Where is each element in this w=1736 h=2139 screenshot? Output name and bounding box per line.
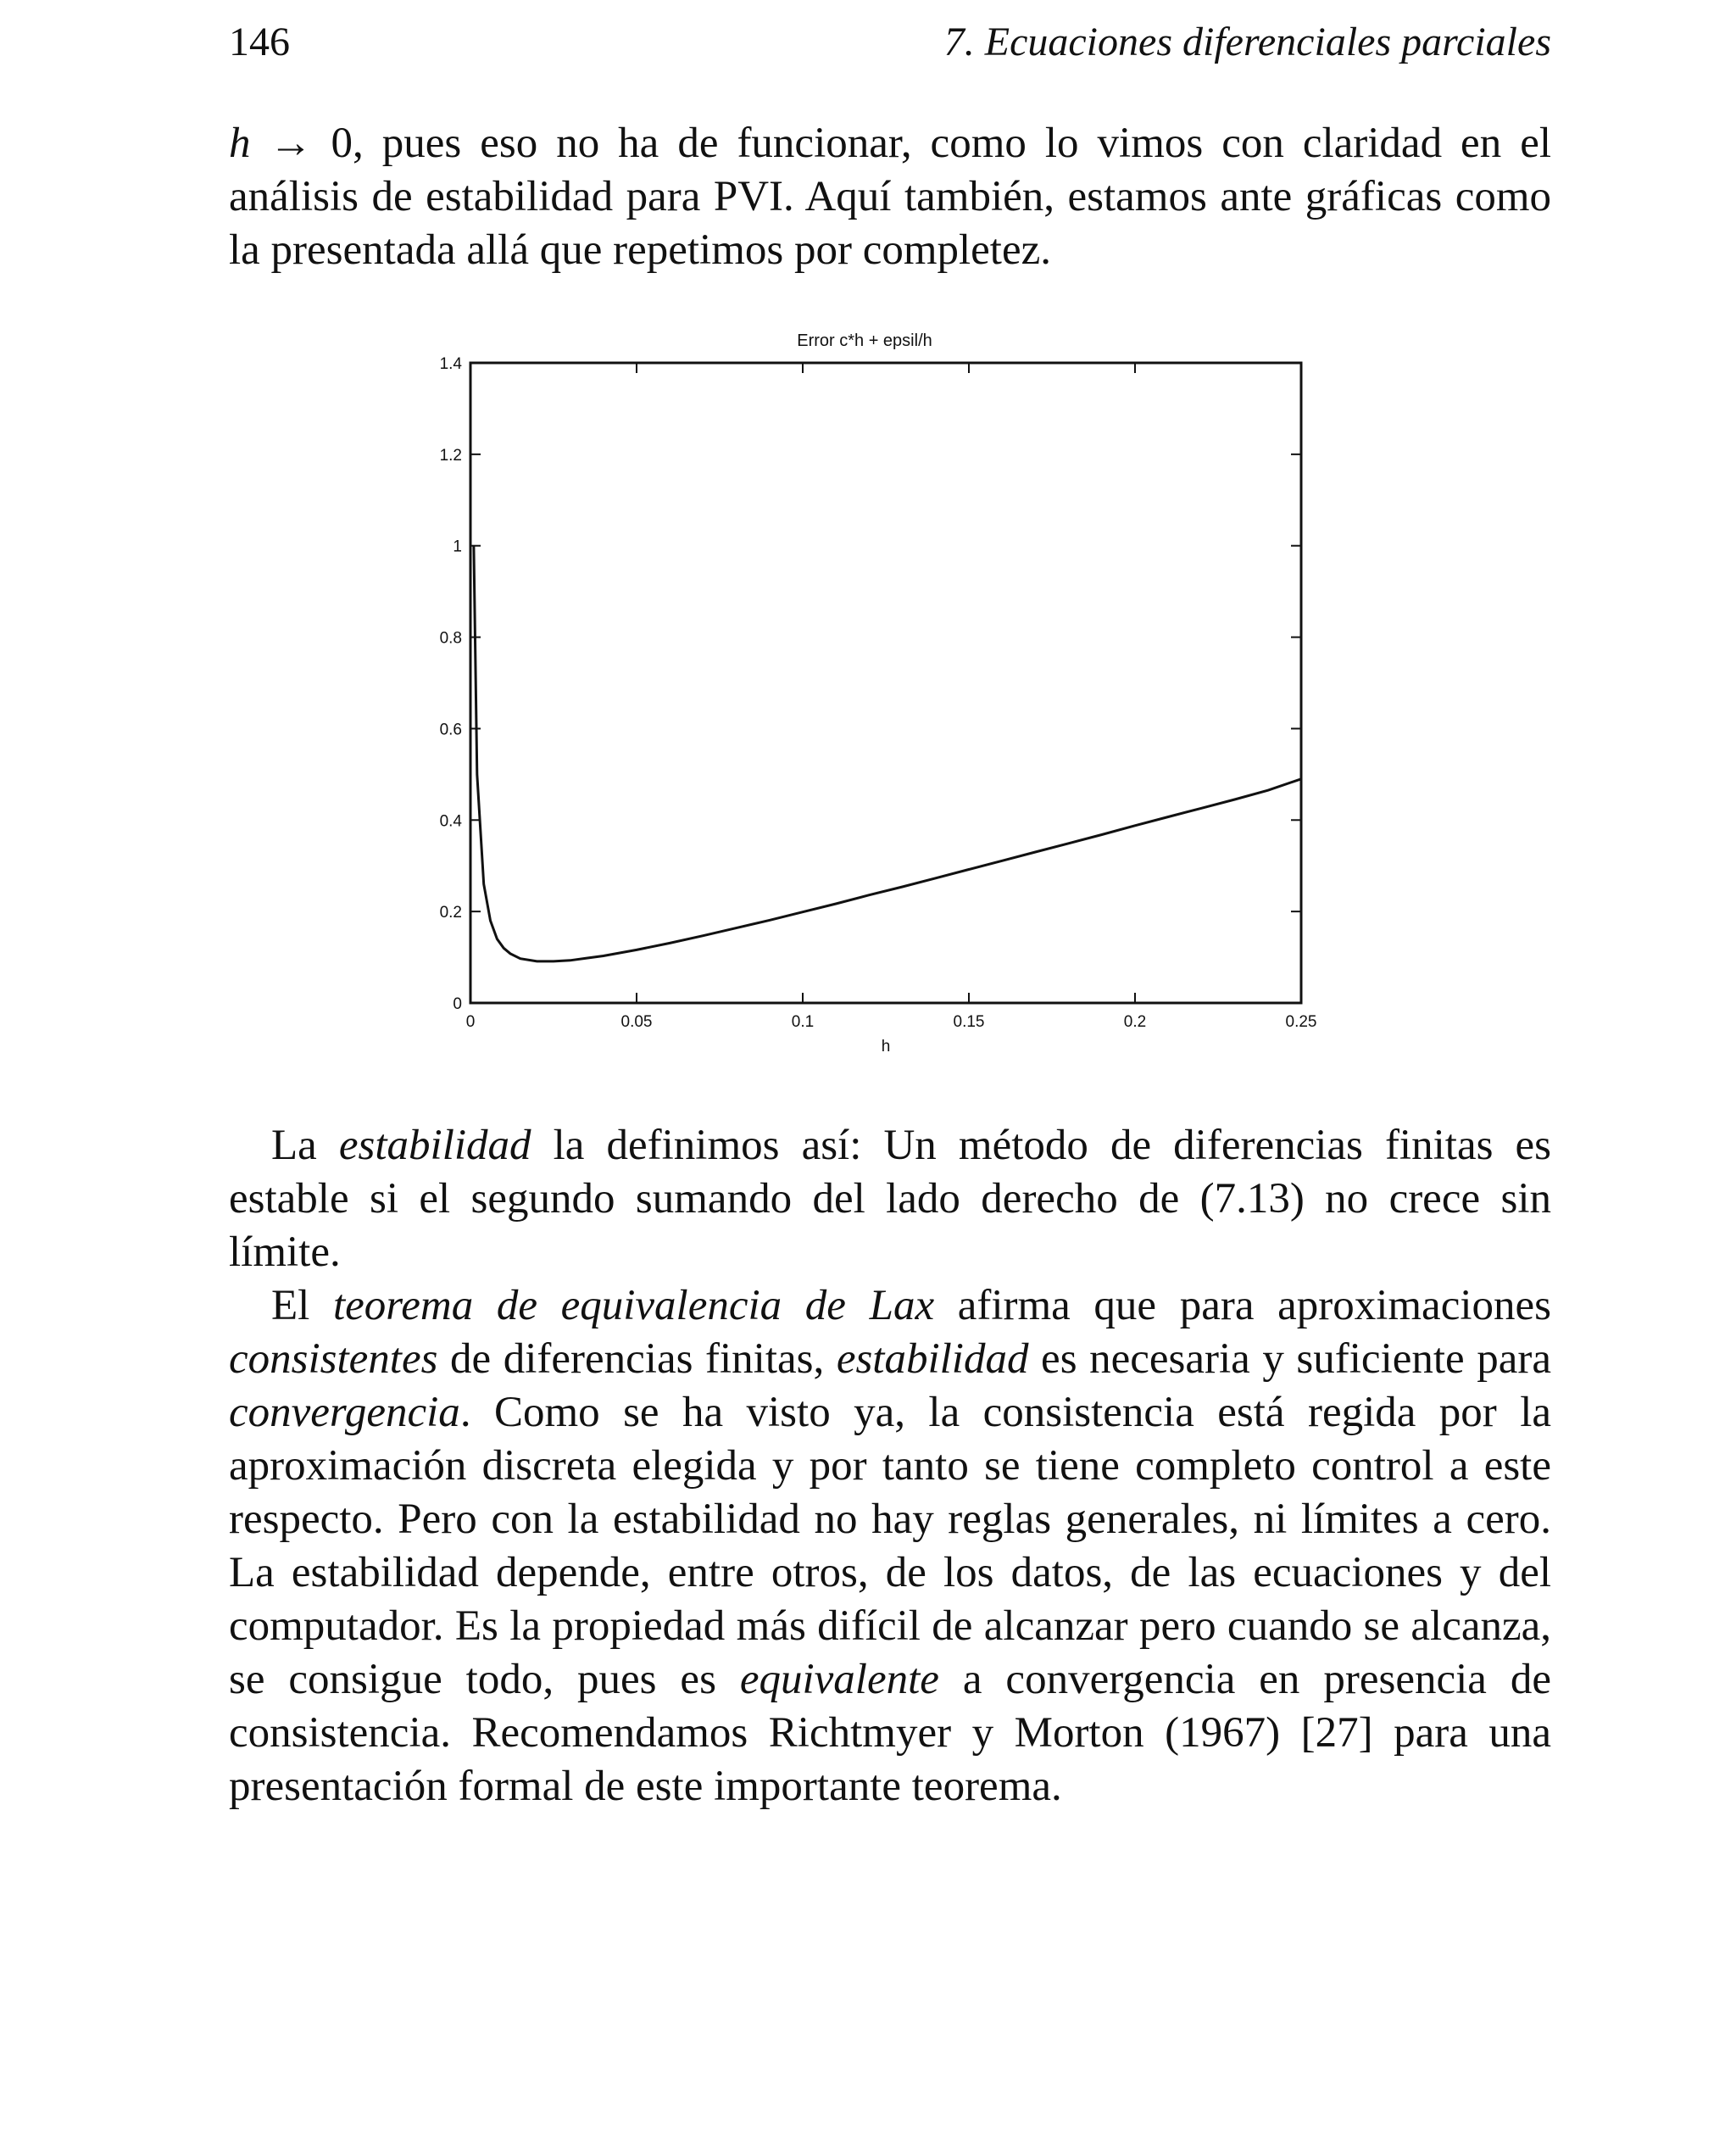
y-tick-label: 1.4 [439, 355, 462, 373]
text-span: de diferencias finitas, [437, 1335, 837, 1383]
emphasis-consistent: consistentes [229, 1335, 438, 1383]
x-axis-label: h [881, 1038, 891, 1056]
plot-frame [470, 363, 1301, 1003]
text-span: es necesaria y suficiente para [1028, 1335, 1551, 1383]
paragraph-stability-definition [229, 1119, 1551, 1279]
math-h: h [229, 120, 251, 167]
x-tick-label: 0 [465, 1013, 476, 1031]
y-tick-label: 0.4 [439, 812, 462, 831]
text-span: a convergencia en presencia de consistencia. Recomendamos Richtmyer y Morton (1967) [27] para una presentación formal de este importante teorema. [229, 1656, 1551, 1810]
emphasis-convergence: convergencia [229, 1389, 460, 1436]
y-tick-label: 0.8 [439, 629, 462, 648]
error-chart [407, 320, 1339, 1083]
text-span: . Como se ha visto ya, la consistencia está regida por la aproximación discreta elegida y por tanto se tiene completo control a este respecto. Pero con la estabilidad no hay reglas generales, ni límites a cero. La estabilidad depende, entre otros, de los datos, de las ecuaciones y del computador. Es la propiedad más difícil de alcanzar pero cuando se alcanza, se consigue todo, pues es [229, 1389, 1551, 1703]
emphasis-stability: estabilidad [836, 1335, 1029, 1383]
intro-paragraph [229, 117, 1551, 277]
y-tick-label: 0.6 [439, 721, 462, 739]
x-tick-label: 0.1 [791, 1013, 815, 1031]
intro-text: → 0, pues eso no ha de funcionar, como lo vimos con claridad en el análisis de estabilidad para PVI. Aquí también, estamos ante gráficas como la presentada allá que repetimos por completez. [229, 120, 1551, 274]
emphasis-equivalent: equivalente [739, 1656, 939, 1703]
running-head: 7. Ecuaciones diferenciales parciales [943, 19, 1551, 64]
text-span: El [271, 1282, 333, 1329]
page-header [229, 19, 1551, 70]
x-tick-label: 0.15 [953, 1013, 985, 1031]
chart-title: Error c*h + epsil/h [797, 331, 932, 350]
axis-ticks [440, 355, 1317, 1031]
paragraph-lax-theorem [229, 1279, 1551, 1813]
body-text [229, 1119, 1551, 1813]
y-tick-label: 1 [453, 538, 462, 556]
x-tick-label: 0.2 [1123, 1013, 1147, 1031]
x-tick-label: 0.05 [620, 1013, 653, 1031]
text-span: la definimos así: Un método de diferencias finitas es estable si el segundo sumando del lado derecho de (7.13) no crece sin límite. [229, 1122, 1551, 1276]
x-tick-label: 0.25 [1285, 1013, 1317, 1031]
text-span: afirma que para aproximaciones [934, 1282, 1551, 1329]
page-number: 146 [229, 19, 290, 64]
y-tick-label: 0 [453, 995, 462, 1013]
error-curve [474, 546, 1301, 961]
text-span: La [271, 1122, 339, 1169]
chart-svg [407, 320, 1339, 1083]
emphasis-lax-theorem: teorema de equivalencia de Lax [332, 1282, 935, 1329]
emphasis-stability: estabilidad [338, 1122, 531, 1169]
y-tick-label: 0.2 [439, 904, 462, 922]
y-tick-label: 1.2 [439, 446, 462, 465]
